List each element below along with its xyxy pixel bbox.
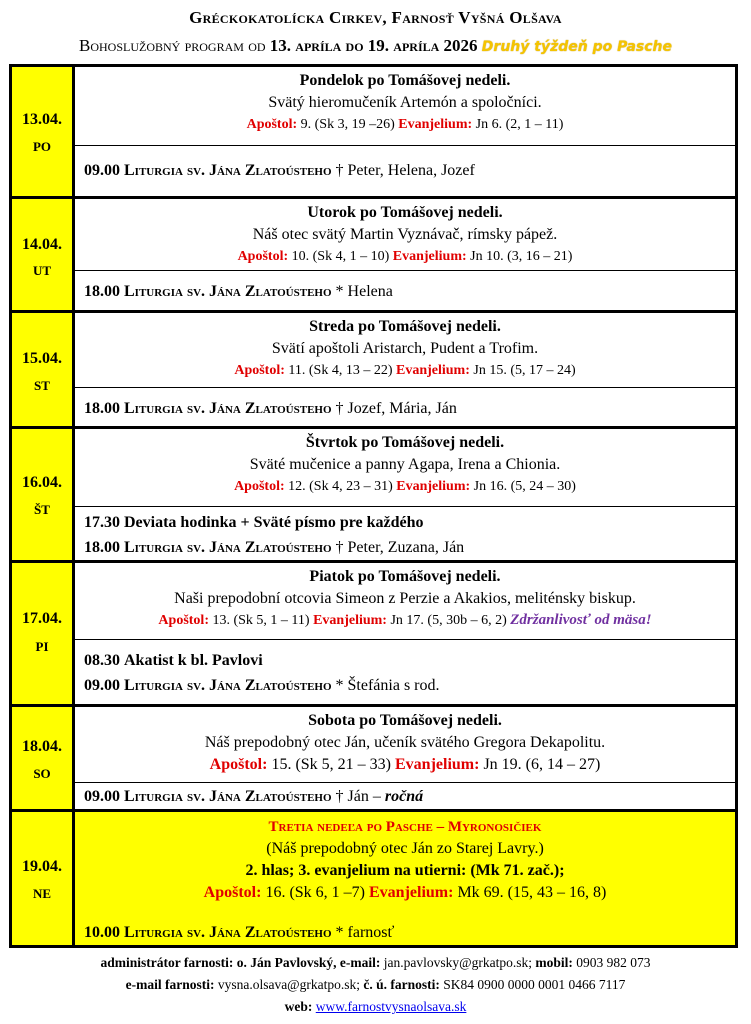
day-row-sunday: [12, 812, 735, 945]
footer-contact: [0, 977, 751, 993]
service-time: 09.00: [84, 788, 120, 805]
evanjelium-reading: Jn 6. (2, 1 – 11): [475, 117, 564, 132]
mobile-label: mobil:: [535, 955, 573, 970]
service: [84, 396, 735, 421]
evanjelium-reading: Mk 69. (15, 43 – 16, 8): [457, 884, 607, 901]
evanjelium-label: Evanjelium:: [395, 756, 480, 773]
services: [75, 388, 735, 426]
day-title: Piatok po Tomášovej nedeli.: [309, 568, 501, 585]
services: [75, 271, 735, 310]
day-row-wednesday: [12, 313, 735, 429]
service-intention-extra: ročná: [384, 788, 424, 805]
day-title: Tretia nedeľa po Pasche – Myronosičiek: [268, 819, 542, 835]
service: [84, 158, 735, 183]
service-name: Liturgia sv. Jána Zlatoústeho: [124, 539, 332, 556]
saint: (Náš prepodobný otec Ján zo Starej Lavry.): [266, 840, 544, 857]
evanjelium-reading: Jn 15. (5, 17 – 24): [473, 363, 576, 378]
saint: Svätí apoštoli Aristarch, Pudent a Trofim.: [271, 340, 539, 357]
date: 19.04.: [22, 858, 62, 875]
evanjelium-label: Evanjelium:: [396, 479, 471, 494]
service-name: Akatist k bl. Pavlovi: [124, 652, 263, 669]
feast-info: [75, 812, 735, 912]
day-title: Utorok po Tomášovej nedeli.: [307, 204, 503, 221]
schedule-table: [9, 64, 738, 948]
week-name: Druhý týždeň po Pasche: [481, 39, 672, 55]
services: [75, 783, 735, 809]
service-name: Liturgia sv. Jána Zlatoústeho: [124, 283, 332, 300]
day-row-saturday: [12, 707, 735, 812]
evanjelium-reading: Jn 19. (6, 14 – 27): [483, 756, 601, 773]
service-time: 09.00: [84, 677, 120, 694]
readings: [75, 114, 735, 135]
date-cell: [12, 429, 75, 560]
evanjelium-reading: Jn 17. (5, 30b – 6, 2): [390, 613, 507, 628]
weekday: UT: [32, 263, 52, 278]
service-time: 08.30: [84, 652, 120, 669]
service: [84, 535, 735, 560]
program-prefix: Bohoslužobný program od: [79, 36, 270, 55]
footer-web: [0, 999, 751, 1015]
weekday: ŠT: [34, 502, 50, 517]
date-cell: [12, 67, 75, 196]
readings: [75, 754, 735, 776]
weekday: NE: [32, 886, 52, 901]
service-name: Deviata hodinka + Sväté písmo pre každého: [124, 514, 424, 531]
apostol-reading: 10. (Sk 4, 1 – 10): [291, 249, 390, 264]
apostol-label: Apoštol:: [203, 884, 262, 901]
service-name: Liturgia sv. Jána Zlatoústeho: [124, 924, 332, 941]
feast-info: [75, 199, 735, 271]
apostol-label: Apoštol:: [234, 363, 285, 378]
saint: Naši prepodobní otcovia Simeon z Perzie a Akakios, meliténsky biskup.: [174, 590, 636, 607]
evanjelium-label: Evanjelium:: [392, 249, 467, 264]
apostol-reading: 13. (Sk 5, 1 – 11): [212, 613, 310, 628]
date-cell: [12, 199, 75, 310]
day-title: Streda po Tomášovej nedeli.: [309, 318, 501, 335]
saint: Náš prepodobný otec Ján, učeník svätého Gregora Dekapolitu.: [204, 734, 606, 751]
mobile-number: 0903 982 073: [576, 955, 651, 970]
date: 16.04.: [22, 474, 62, 491]
saint: Svätý hieromučeník Artemón a spoločníci.: [268, 94, 542, 111]
tone: 2. hlas; 3. evanjelium na utierni: (Mk 71. zač.);: [245, 862, 565, 879]
apostol-label: Apoštol:: [158, 613, 209, 628]
service: [84, 510, 735, 535]
service: [84, 648, 735, 673]
service-intention: † Jozef, Mária, Ján: [335, 400, 457, 417]
date-cell: [12, 707, 75, 809]
apostol-reading: 12. (Sk 4, 23 – 31): [288, 479, 393, 494]
saint: Náš otec svätý Martin Vyznávač, rímsky pápež.: [252, 226, 558, 243]
service-intention: * farnosť: [335, 924, 395, 941]
evanjelium-reading: Jn 10. (3, 16 – 21): [470, 249, 573, 264]
service: [84, 920, 735, 945]
service-intention: † Peter, Zuzana, Ján: [335, 539, 465, 556]
apostol-label: Apoštol:: [246, 117, 298, 132]
service: [84, 673, 735, 698]
apostol-label: Apoštol:: [234, 479, 285, 494]
service-name: Liturgia sv. Jána Zlatoústeho: [124, 162, 332, 179]
apostol-label: Apoštol:: [237, 249, 289, 264]
website-link[interactable]: www.farnostvysnaolsava.sk: [315, 999, 467, 1014]
evanjelium-reading: Jn 16. (5, 24 – 30): [473, 479, 576, 494]
readings: [75, 360, 735, 381]
feast-info: [75, 313, 735, 388]
service-intention: * Štefánia s rod.: [335, 677, 440, 694]
readings: [75, 246, 735, 267]
evanjelium-label: Evanjelium:: [369, 884, 454, 901]
services: [75, 146, 735, 196]
service-time: 18.00: [84, 539, 120, 556]
fasting-note: Zdržanlivosť od mäsa!: [510, 612, 652, 628]
apostol-reading: 9. (Sk 3, 19 –26): [300, 117, 395, 132]
apostol-reading: 15. (Sk 5, 21 – 33): [271, 756, 391, 773]
date: 18.04.: [22, 738, 62, 755]
email-label: e-mail farnosti:: [125, 977, 215, 992]
evanjelium-label: Evanjelium:: [395, 363, 470, 378]
service-time: 18.00: [84, 400, 120, 417]
date: 13.04.: [22, 111, 62, 128]
readings: [75, 882, 735, 904]
service-name: Liturgia sv. Jána Zlatoústeho: [124, 400, 332, 417]
apostol-reading: 11. (Sk 4, 13 – 22): [288, 363, 393, 378]
weekday: SO: [33, 766, 51, 781]
service-intention: † Ján –: [335, 788, 381, 805]
day-row-monday: [12, 67, 735, 199]
footer-admin: [0, 955, 751, 971]
date: 15.04.: [22, 350, 62, 367]
date-cell: [12, 563, 75, 704]
services: [75, 507, 735, 560]
saint: Sväté mučenice a panny Agapa, Irena a Chionia.: [249, 456, 561, 473]
day-row-friday: [12, 563, 735, 707]
date: 14.04.: [22, 236, 62, 253]
service-time: 09.00: [84, 162, 120, 179]
day-row-tuesday: [12, 199, 735, 313]
web-label: web:: [284, 999, 313, 1014]
feast-info: [75, 429, 735, 507]
feast-info: [75, 67, 735, 146]
day-title: Štvrtok po Tomášovej nedeli.: [305, 434, 505, 451]
readings: [75, 610, 735, 631]
apostol-reading: 16. (Sk 6, 1 –7): [265, 884, 365, 901]
service-time: 17.30: [84, 514, 120, 531]
service-name: Liturgia sv. Jána Zlatoústeho: [124, 677, 332, 694]
admin-label: administrátor farnosti: o. Ján Pavlovský, e-mail:: [100, 955, 381, 970]
account-label: č. ú. farnosti:: [363, 977, 440, 992]
document-title: Gréckokatolícka Cirkev, Farnosť Vyšná Olšava: [189, 8, 562, 27]
services: [75, 912, 735, 945]
feast-info: [75, 563, 735, 640]
service: [84, 784, 735, 809]
service: [84, 279, 735, 304]
day-row-thursday: [12, 429, 735, 563]
service-name: Liturgia sv. Jána Zlatoústeho: [124, 788, 332, 805]
apostol-label: Apoštol:: [209, 756, 268, 773]
date: 17.04.: [22, 610, 62, 627]
weekday: ST: [34, 378, 50, 393]
readings: [75, 476, 735, 497]
date-cell: [12, 812, 75, 945]
day-title: Sobota po Tomášovej nedeli.: [308, 712, 502, 729]
program-dates: 13. apríla do 19. apríla 2026: [269, 36, 478, 55]
evanjelium-label: Evanjelium:: [313, 613, 387, 628]
service-intention: * Helena: [335, 283, 393, 300]
service-time: 10.00: [84, 924, 120, 941]
weekday: PO: [32, 139, 52, 154]
service-time: 18.00: [84, 283, 120, 300]
weekday: PI: [35, 639, 49, 654]
service-intention: † Peter, Helena, Jozef: [335, 162, 475, 179]
feast-info: [75, 707, 735, 783]
date-cell: [12, 313, 75, 426]
parish-email: vysna.olsava@grkatpo.sk;: [217, 977, 360, 992]
program-subtitle: [0, 36, 751, 56]
account-number: SK84 0900 0000 0001 0466 7117: [443, 977, 626, 992]
services: [75, 640, 735, 704]
evanjelium-label: Evanjelium:: [398, 117, 473, 132]
day-title: Pondelok po Tomášovej nedeli.: [299, 72, 511, 89]
admin-email: jan.pavlovsky@grkatpo.sk;: [383, 955, 532, 970]
